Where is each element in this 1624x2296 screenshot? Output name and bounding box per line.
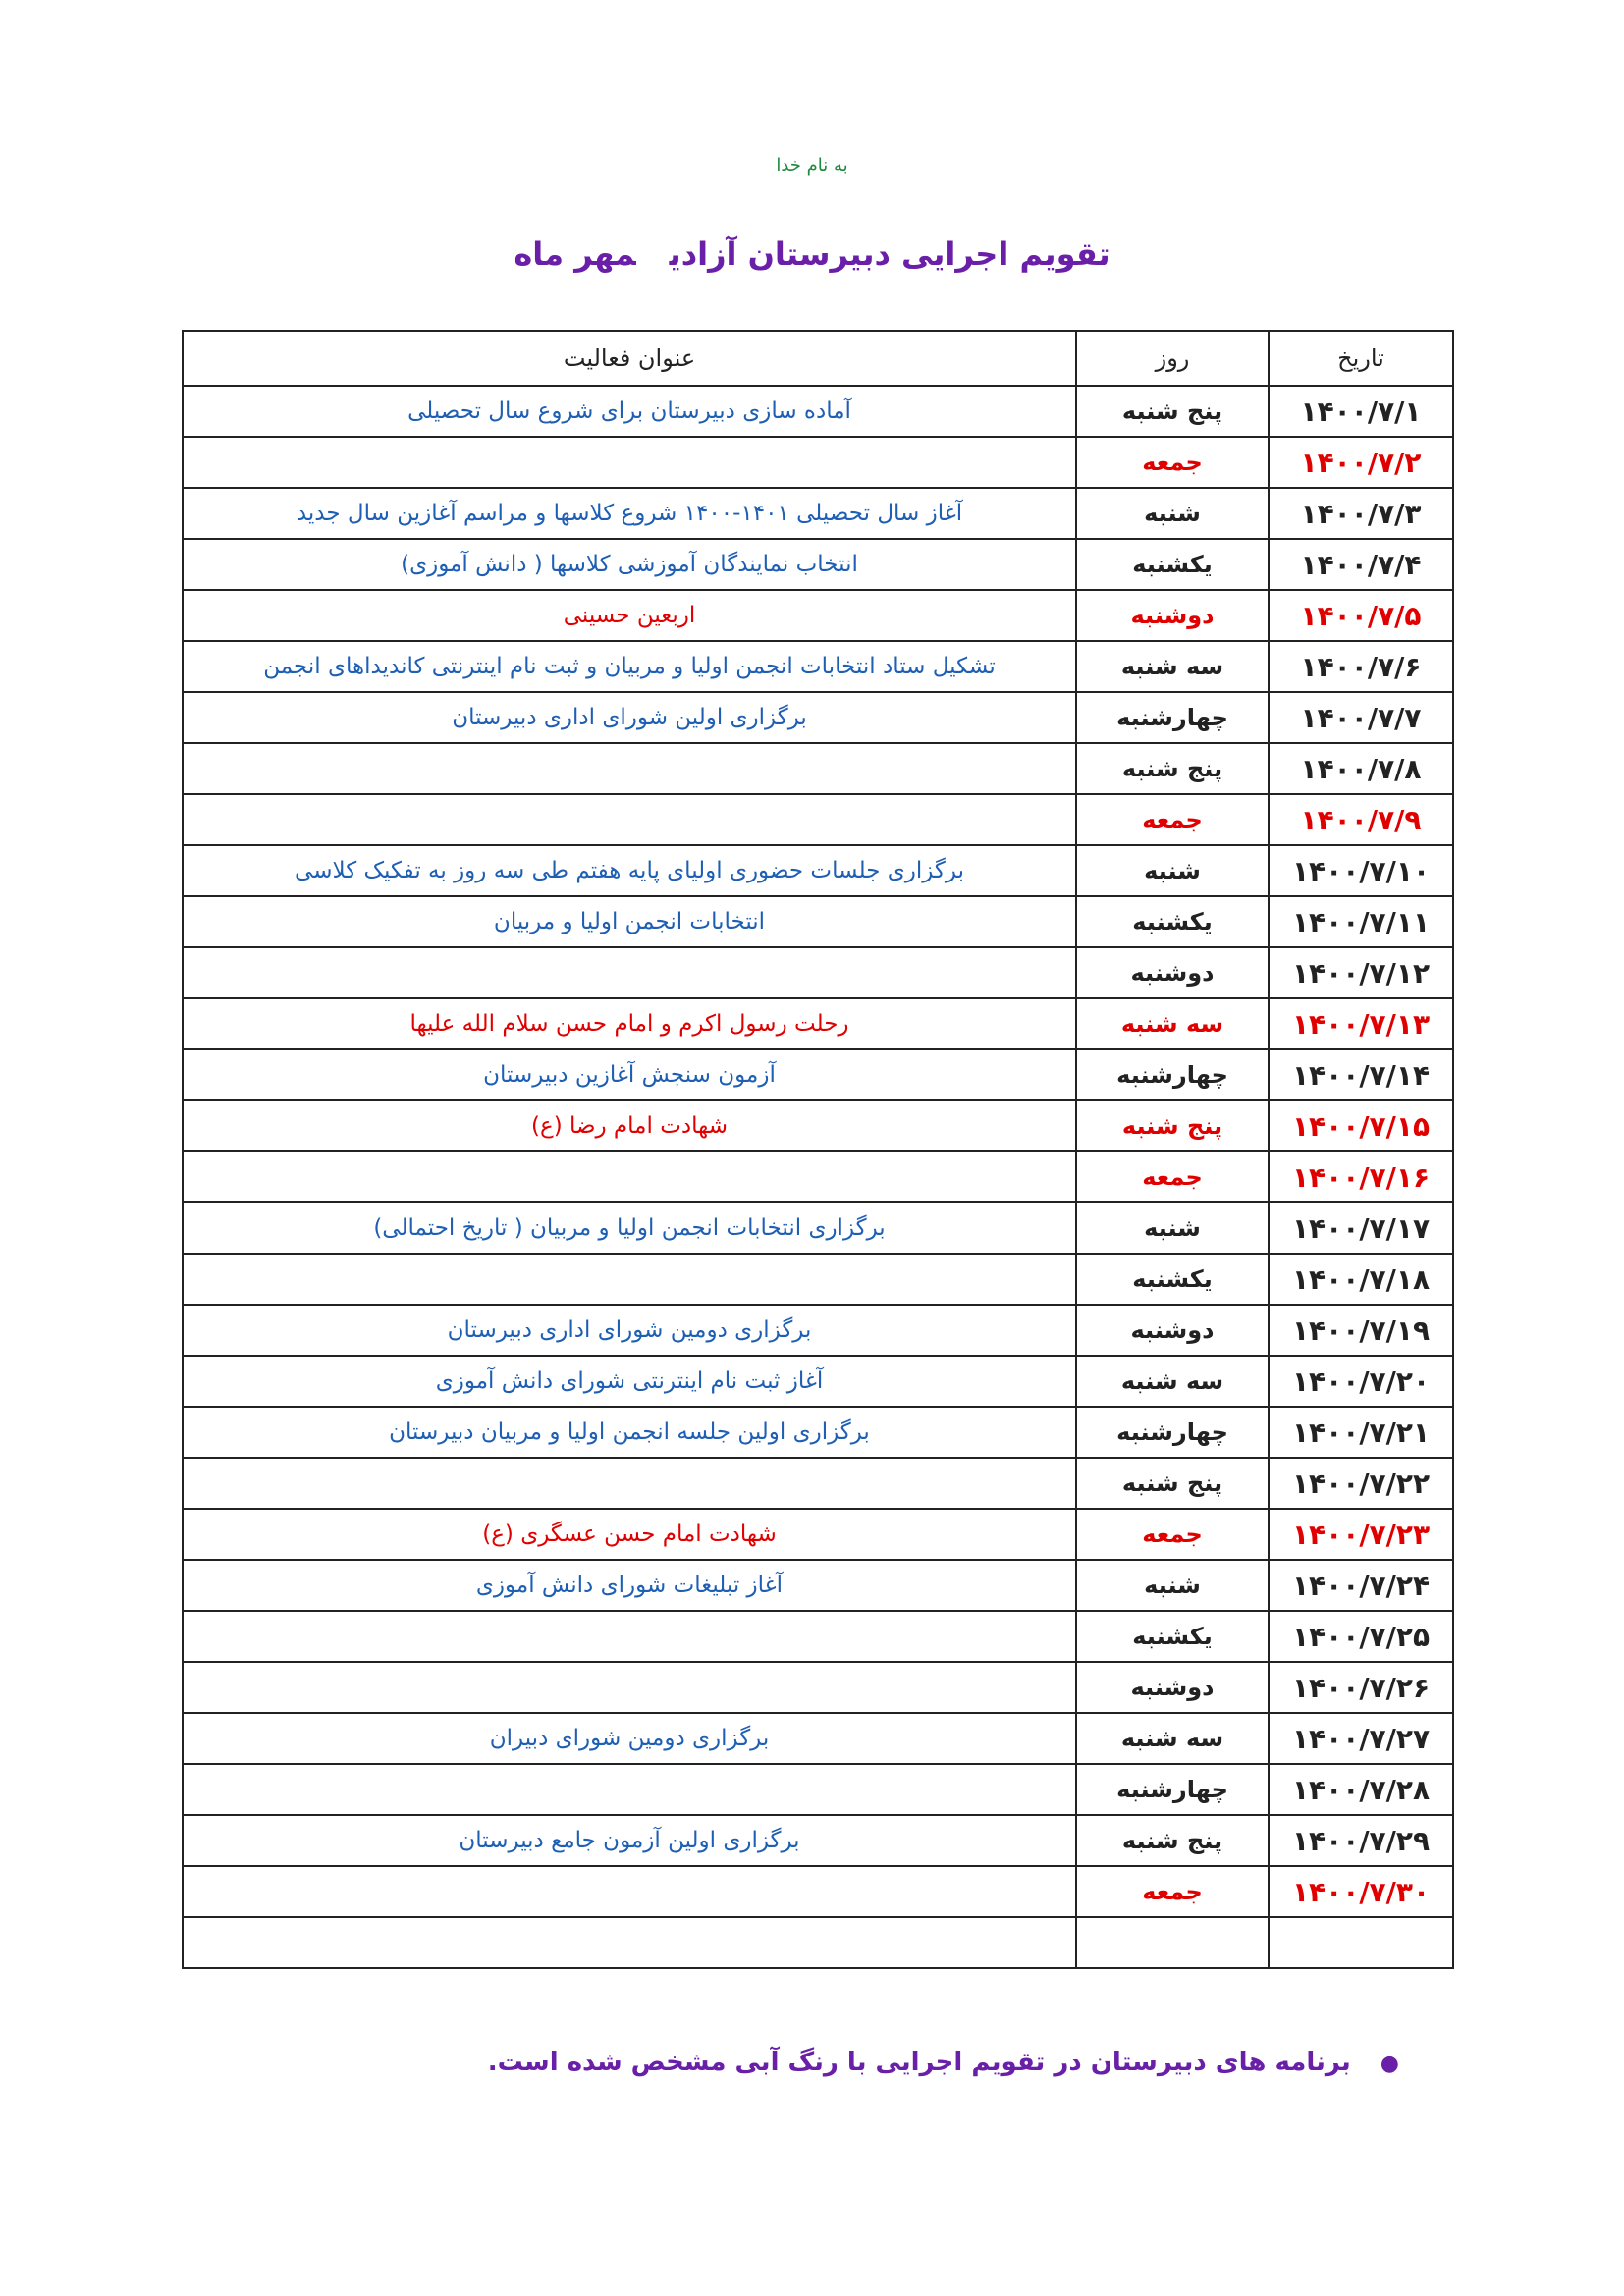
day-cell: پنج شنبه [1076, 1458, 1269, 1509]
table-row [183, 1100, 1453, 1151]
title-text: تقویم اجرایی دبیرستان آزادی [669, 236, 1110, 273]
activity-cell: اربعین حسینی [183, 590, 1076, 641]
activity-cell: آزمون سنجش آغازین دبیرستان [183, 1049, 1076, 1100]
bullet-icon: ● [1380, 2052, 1399, 2076]
day-cell: پنج شنبه [1076, 1100, 1269, 1151]
date-cell: ۱۴۰۰/۷/۱۴ [1269, 1049, 1453, 1100]
date-cell: ۱۴۰۰/۷/۱۸ [1269, 1254, 1453, 1305]
table-row [183, 1458, 1453, 1509]
page-title [0, 236, 1624, 273]
table-row [183, 692, 1453, 743]
day-cell: پنج شنبه [1076, 386, 1269, 437]
table-row [183, 845, 1453, 896]
day-cell: جمعه [1076, 1509, 1269, 1560]
table-row [183, 539, 1453, 590]
date-cell: ۱۴۰۰/۷/۳۰ [1269, 1866, 1453, 1917]
date-cell: ۱۴۰۰/۷/۱۹ [1269, 1305, 1453, 1356]
day-cell: سه شنبه [1076, 1356, 1269, 1407]
date-cell: ۱۴۰۰/۷/۲۸ [1269, 1764, 1453, 1815]
day-cell: جمعه [1076, 437, 1269, 488]
header-activity: عنوان فعالیت [183, 331, 1076, 386]
day-cell: سه شنبه [1076, 641, 1269, 692]
title-month: مهر ماه [514, 236, 636, 273]
date-cell: ۱۴۰۰/۷/۱۶ [1269, 1151, 1453, 1202]
date-cell: ۱۴۰۰/۷/۴ [1269, 539, 1453, 590]
date-cell: ۱۴۰۰/۷/۱۵ [1269, 1100, 1453, 1151]
table-row [183, 386, 1453, 437]
date-cell: ۱۴۰۰/۷/۹ [1269, 794, 1453, 845]
table-row [183, 488, 1453, 539]
footnote-text: برنامه های دبیرستان در تقویم اجرایی با رنگ آبی مشخص شده است. [487, 2048, 1351, 2077]
day-cell: دوشنبه [1076, 1662, 1269, 1713]
date-cell [1269, 1917, 1453, 1968]
activity-cell: رحلت رسول اکرم و امام حسن سلام الله علیها [183, 998, 1076, 1049]
table-row [183, 1305, 1453, 1356]
date-cell: ۱۴۰۰/۷/۸ [1269, 743, 1453, 794]
activity-cell [183, 437, 1076, 488]
table-row [183, 1509, 1453, 1560]
date-cell: ۱۴۰۰/۷/۲۱ [1269, 1407, 1453, 1458]
activity-cell: شهادت امام رضا (ع) [183, 1100, 1076, 1151]
table-row [183, 1815, 1453, 1866]
date-cell: ۱۴۰۰/۷/۷ [1269, 692, 1453, 743]
date-cell: ۱۴۰۰/۷/۲۷ [1269, 1713, 1453, 1764]
day-cell: پنج شنبه [1076, 743, 1269, 794]
activity-cell [183, 1866, 1076, 1917]
date-cell: ۱۴۰۰/۷/۲۲ [1269, 1458, 1453, 1509]
table-row [183, 1049, 1453, 1100]
invocation-text: به نام خدا [776, 155, 848, 176]
date-cell: ۱۴۰۰/۷/۱ [1269, 386, 1453, 437]
date-cell: ۱۴۰۰/۷/۲۴ [1269, 1560, 1453, 1611]
date-cell: ۱۴۰۰/۷/۱۰ [1269, 845, 1453, 896]
table-row [183, 641, 1453, 692]
activity-cell: برگزاری دومین شورای اداری دبیرستان [183, 1305, 1076, 1356]
day-cell: شنبه [1076, 488, 1269, 539]
day-cell: شنبه [1076, 1560, 1269, 1611]
day-cell: چهارشنبه [1076, 1764, 1269, 1815]
activity-cell: تشکیل ستاد انتخابات انجمن اولیا و مربیان و ثبت نام اینترنتی کاندیداهای انجمن [183, 641, 1076, 692]
day-cell: دوشنبه [1076, 590, 1269, 641]
day-cell: چهارشنبه [1076, 1407, 1269, 1458]
table-row [183, 794, 1453, 845]
activity-cell: آغاز تبلیغات شورای دانش آموزی [183, 1560, 1076, 1611]
day-cell: یکشنبه [1076, 1254, 1269, 1305]
activity-cell: انتخاب نمایندگان آموزشی کلاسها ( دانش آموزی) [183, 539, 1076, 590]
activity-cell: انتخابات انجمن اولیا و مربیان [183, 896, 1076, 947]
activity-cell: برگزاری انتخابات انجمن اولیا و مربیان ( تاریخ احتمالی) [183, 1202, 1076, 1254]
activity-cell [183, 1458, 1076, 1509]
day-cell: یکشنبه [1076, 896, 1269, 947]
table-row [183, 1254, 1453, 1305]
activity-cell: برگزاری اولین شورای اداری دبیرستان [183, 692, 1076, 743]
activity-cell [183, 794, 1076, 845]
activity-cell: برگزاری اولین آزمون جامع دبیرستان [183, 1815, 1076, 1866]
day-cell: یکشنبه [1076, 1611, 1269, 1662]
activity-cell [183, 1917, 1076, 1968]
table-row [183, 1407, 1453, 1458]
activity-cell [183, 1611, 1076, 1662]
day-cell: یکشنبه [1076, 539, 1269, 590]
table-row [183, 1662, 1453, 1713]
table-row [183, 437, 1453, 488]
activity-cell [183, 1662, 1076, 1713]
activity-cell: شهادت امام حسن عسگری (ع) [183, 1509, 1076, 1560]
calendar-table [182, 330, 1454, 1969]
activity-cell: برگزاری اولین جلسه انجمن اولیا و مربیان دبیرستان [183, 1407, 1076, 1458]
table-row [183, 743, 1453, 794]
table-row [183, 1356, 1453, 1407]
activity-cell: برگزاری جلسات حضوری اولیای پایه هفتم طی سه روز به تفکیک کلاسی [183, 845, 1076, 896]
day-cell: چهارشنبه [1076, 692, 1269, 743]
footnote [182, 2048, 1399, 2077]
header-day: روز [1076, 331, 1269, 386]
day-cell: دوشنبه [1076, 1305, 1269, 1356]
table-row [183, 947, 1453, 998]
activity-cell [183, 1151, 1076, 1202]
day-cell: سه شنبه [1076, 1713, 1269, 1764]
activity-cell [183, 947, 1076, 998]
table-row [183, 1202, 1453, 1254]
day-cell: جمعه [1076, 794, 1269, 845]
activity-cell [183, 1254, 1076, 1305]
table-row [183, 590, 1453, 641]
date-cell: ۱۴۰۰/۷/۱۳ [1269, 998, 1453, 1049]
table-row [183, 896, 1453, 947]
table-row [183, 998, 1453, 1049]
day-cell: جمعه [1076, 1151, 1269, 1202]
activity-cell: برگزاری دومین شورای دبیران [183, 1713, 1076, 1764]
date-cell: ۱۴۰۰/۷/۳ [1269, 488, 1453, 539]
table-row [183, 1713, 1453, 1764]
date-cell: ۱۴۰۰/۷/۶ [1269, 641, 1453, 692]
day-cell [1076, 1917, 1269, 1968]
table-row [183, 1917, 1453, 1968]
day-cell: دوشنبه [1076, 947, 1269, 998]
day-cell: سه شنبه [1076, 998, 1269, 1049]
date-cell: ۱۴۰۰/۷/۲۵ [1269, 1611, 1453, 1662]
activity-cell: آغاز ثبت نام اینترنتی شورای دانش آموزی [183, 1356, 1076, 1407]
date-cell: ۱۴۰۰/۷/۲۰ [1269, 1356, 1453, 1407]
day-cell: شنبه [1076, 1202, 1269, 1254]
table-row [183, 1151, 1453, 1202]
table-row [183, 1866, 1453, 1917]
calendar-body [183, 386, 1453, 1968]
header-date: تاریخ [1269, 331, 1453, 386]
date-cell: ۱۴۰۰/۷/۲ [1269, 437, 1453, 488]
activity-cell [183, 743, 1076, 794]
table-row [183, 1611, 1453, 1662]
date-cell: ۱۴۰۰/۷/۲۶ [1269, 1662, 1453, 1713]
date-cell: ۱۴۰۰/۷/۱۲ [1269, 947, 1453, 998]
activity-cell: آماده سازی دبیرستان برای شروع سال تحصیلی [183, 386, 1076, 437]
activity-cell: آغاز سال تحصیلی ۱۴۰۱-۱۴۰۰ شروع کلاسها و مراسم آغازین سال جدید [183, 488, 1076, 539]
day-cell: شنبه [1076, 845, 1269, 896]
date-cell: ۱۴۰۰/۷/۵ [1269, 590, 1453, 641]
day-cell: چهارشنبه [1076, 1049, 1269, 1100]
table-row [183, 1560, 1453, 1611]
day-cell: جمعه [1076, 1866, 1269, 1917]
table-row [183, 1764, 1453, 1815]
date-cell: ۱۴۰۰/۷/۱۱ [1269, 896, 1453, 947]
activity-cell [183, 1764, 1076, 1815]
date-cell: ۱۴۰۰/۷/۲۹ [1269, 1815, 1453, 1866]
table-header-row [183, 331, 1453, 386]
day-cell: پنج شنبه [1076, 1815, 1269, 1866]
date-cell: ۱۴۰۰/۷/۲۳ [1269, 1509, 1453, 1560]
date-cell: ۱۴۰۰/۷/۱۷ [1269, 1202, 1453, 1254]
